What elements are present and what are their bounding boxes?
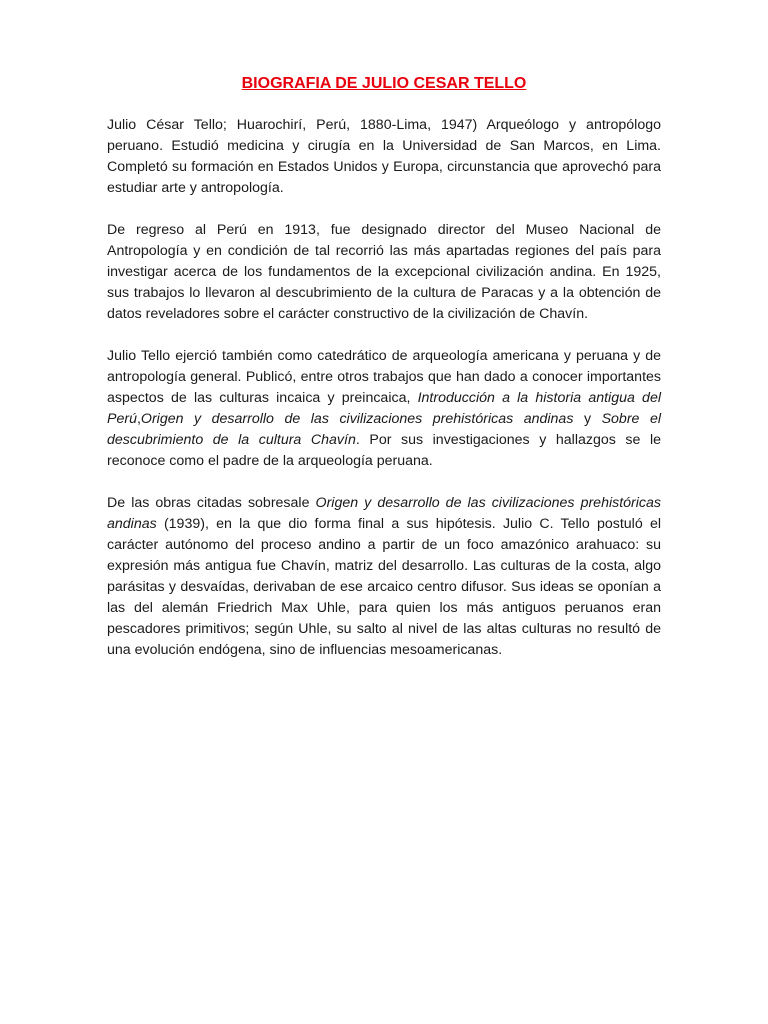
work-title-chavin: Sobre el descubrimiento de la cultura Chavín: [107, 411, 662, 448]
paragraph-hypothesis: [107, 493, 661, 661]
paragraph-works: [107, 346, 661, 472]
work-title-introduccion: Introducción a la historia antigua del Perú: [107, 390, 661, 427]
document-page: [107, 0, 661, 661]
paragraph-hypothesis-text-1: De las obras citadas sobresale: [107, 495, 316, 511]
paragraph-works-text-1: Julio Tello ejerció también como catedrático de arqueología americana y peruana y de antropología general. Publicó, entre otros trabajos que han dado a conocer importantes aspectos de las culturas incaica y preincaica,: [107, 348, 661, 406]
paragraph-hypothesis-text-2: (1939), en la que dio forma final a sus hipótesis. Julio C. Tello postuló el carácter autónomo del proceso andino a partir de un foco amazónico arahuaco: su expresión más antigua fue Chavín, matriz del desarrollo. Las culturas de la costa, algo parásitas y desvaídas, derivaban de ese arcaico centro difusor. Sus ideas se oponían a las del alemán Friedrich Max Uhle, para quien los más antiguos peruanos eran pescadores primitivos; según Uhle, su salto al nivel de las altas culturas no resultó de una evolución endógena, sino de influencias mesoamericanas.: [107, 516, 661, 658]
paragraph-museum: De regreso al Perú en 1913, fue designado director del Museo Nacional de Antropología y en condición de tal recorrió las más apartadas regiones del país para investigar acerca de los fundamentos de la excepcional civilización andina. En 1925, sus trabajos lo llevaron al descubrimiento de la cultura de Paracas y a la obtención de datos reveladores sobre el carácter constructivo de la civilización de Chavín.: [107, 222, 661, 322]
document-title: BIOGRAFIA DE JULIO CESAR TELLO: [241, 75, 527, 92]
paragraph-works-text-3: y: [573, 411, 602, 427]
paragraph-works-text-4: . Por sus investigaciones y hallazgos se le reconoce como el padre de la arqueología peruana.: [107, 432, 661, 469]
work-title-origen: Origen y desarrollo de las civilizaciones prehistóricas andinas: [140, 411, 574, 427]
paragraph-works-text-2: ,: [136, 411, 141, 427]
paragraph-intro: Julio César Tello; Huarochirí, Perú, 1880-Lima, 1947) Arqueólogo y antropólogo peruano. Estudió medicina y cirugía en la Universidad de San Marcos, en Lima. Completó su formación en Estados Unidos y Europa, circunstancia que aprovechó para estudiar arte y antropología.: [107, 117, 661, 196]
work-title-origen-2: Origen y desarrollo de las civilizaciones prehistóricas andinas: [107, 495, 661, 532]
